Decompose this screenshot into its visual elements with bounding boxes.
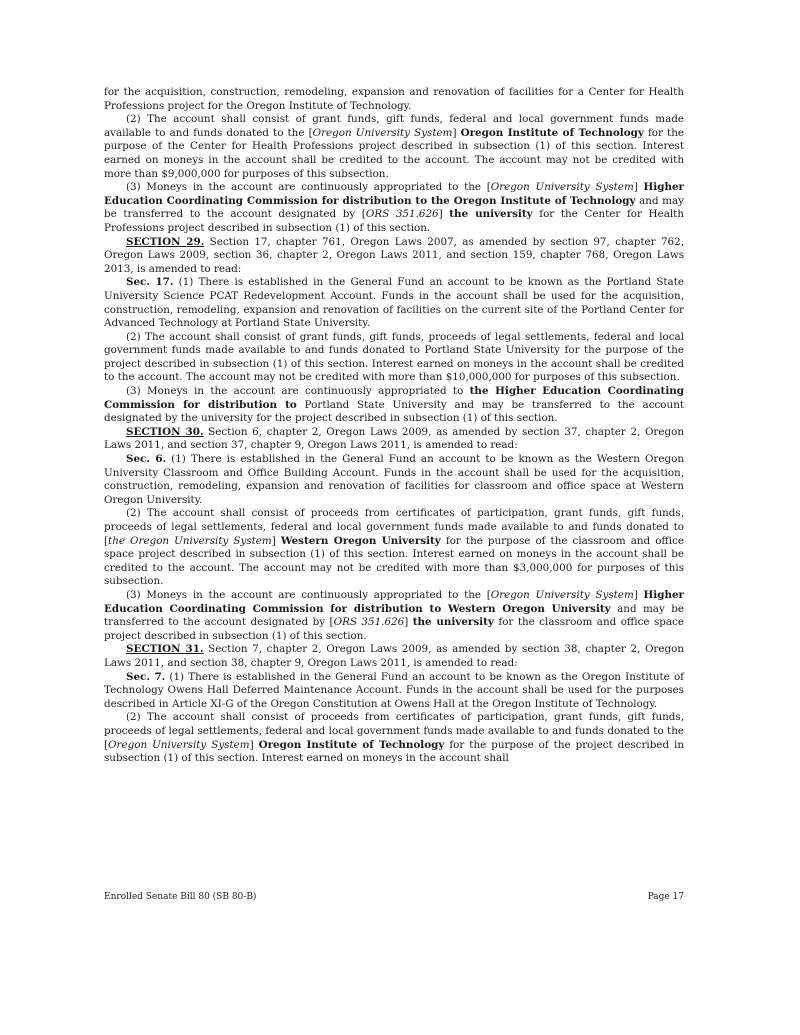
paragraph [104,711,684,765]
text-run: for the classroom and office space project described in subsection (1) of this section. [104,616,684,642]
text-run: ] [633,588,644,601]
paragraph [104,643,684,670]
amended-text: Oregon Institute of Technology [258,738,445,751]
deleted-text: Oregon University System [490,588,634,601]
text-run: ] [404,616,413,629]
paragraph [104,453,684,507]
paragraph [104,113,684,181]
amended-text: Western Oregon University [280,534,441,547]
paragraph [104,671,684,712]
paragraph [104,331,684,385]
amended-text: Sec. 17. [126,276,174,289]
text-run: for the Center for Health Professions project described in subsection (1) of this section. [104,208,684,234]
text-run: (3) Moneys in the account are continuously appropriated to the [ [126,181,491,194]
text-run: (2) The account shall consist of grant funds, gift funds, proceeds of legal settlements, federal and local government funds made available to and funds donated to Portland State University for the purpose of the project described in subsection (1) of this section. Interest earned on moneys in the account shall be credited to the account. The account may not be credited with more than $10,000,000 for purposes of this subsection. [104,330,684,384]
text-run: ] [249,738,259,751]
text-run: Section 17, chapter 761, Oregon Laws 2007, as amended by section 97, chapter 762, Oregon Laws 2009, section 36, chapter 2, Oregon Laws 2011, and section 159, chapter 768, Oregon Laws 2013, is amended to read: [104,235,685,275]
amended-text: the Higher Education Coordinating Commission for distribution to [104,385,685,411]
deleted-text: ORS 351.626 [365,208,439,221]
amended-text: the university [412,616,494,629]
amended-text: Higher Education Coordinating Commission for distribution to Western Oregon University [104,588,685,615]
paragraph [104,181,684,235]
text-run: ] [633,181,644,194]
section-heading: SECTION 31. [126,643,204,656]
section-heading: SECTION 30. [126,425,204,438]
text-run: (3) Moneys in the account are continuously appropriated to the [ [126,588,491,601]
paragraph [104,589,684,643]
deleted-text: ORS 351.626 [333,616,405,629]
deleted-text: Oregon University System [490,181,634,194]
text-run: (1) There is established in the General Fund an account to be known as the Portland State University Science PCAT Redevelopment Account. Funds in the account shall be used for the acquisition, construction, remodeling, expansion and renovation of facilities on the current site of the Portland Center for Advanced Technology at Portland State University. [104,276,685,330]
text-run: (3) Moneys in the account are continuously appropriated to [126,385,470,398]
amended-text: Sec. 6. [126,453,167,466]
text-run: (2) The account shall consist of grant funds, gift funds, federal and local government funds made available to and funds donated to the [ [104,113,684,139]
text-run: (2) The account shall consist of proceeds from certificates of participation, grant funds, gift funds, proceeds of legal settlements, federal and local government funds made available to and funds donated to [ [104,507,684,547]
document-body [104,86,684,766]
deleted-text: Oregon University System [312,126,453,139]
amended-text: Oregon Institute of Technology [460,126,644,139]
text-run: Section 7, chapter 2, Oregon Laws 2009, as amended by section 38, chapter 2, Oregon Laws 2011, and section 38, chapter 9, Oregon Laws 2011, is amended to read: [104,643,685,669]
text-run: (1) There is established in the General Fund an account to be known as the Oregon Institute of Technology Owens Hall Deferred Maintenance Account. Funds in the account shall be used for the purposes described in Article XI-G of the Oregon Constitution at Owens Hall at the Oregon Institute of Technology. [104,670,684,710]
text-run: for the purpose of the Center for Health Professions project described in subsection (1) of this section. Interest earned on moneys in the account shall be credited to the account. The account may not be credited with more than $9,000,000 for purposes of this subsection. [104,126,684,180]
text-run: Section 6, chapter 2, Oregon Laws 2009, as amended by section 37, chapter 2, Oregon Laws 2011, and section 37, chapter 9, Oregon Laws 2011, is amended to read: [104,425,685,452]
paragraph [104,86,684,113]
paragraph [104,236,684,277]
footer-page-number: Page 17 [647,892,684,902]
text-run: and may be transferred to the account designated by [ [104,602,684,629]
paragraph [104,426,684,453]
text-run: ] [271,534,281,547]
paragraph [104,507,684,589]
deleted-text: Oregon University System [108,738,250,751]
text-run: for the acquisition, construction, remodeling, expansion and renovation of facilities for a Center for Health Professions project for the Oregon Institute of Technology. [104,86,684,112]
deleted-text: the Oregon University System [108,534,272,547]
amended-text: Sec. 7. [126,670,166,683]
text-run: Portland State University and may be transferred to the account designated by the university for the project described in subsection (1) of this section. [104,398,685,425]
footer-bill-title: Enrolled Senate Bill 80 (SB 80-B) [104,892,257,902]
text-run: ] [452,126,461,139]
text-run: ] [438,208,450,221]
paragraph [104,276,684,330]
text-run: for the purpose of the classroom and office space project described in subsection (1) of this section. Interest earned on moneys in the account shall be credited to the account. The account may not be credited with more than $3,000,000 for purposes of this subsection. [104,534,684,588]
text-run: (2) The account shall consist of proceeds from certificates of participation, grant funds, gift funds, proceeds of legal settlements, federal and local government funds made available to and funds donated to the [ [104,711,684,751]
text-run: (1) There is established in the General Fund an account to be known as the Western Oregon University Classroom and Office Building Account. Funds in the account shall be used for the acquisition, construction, remodeling, expansion and renovation of facilities for classroom and office space at Western Oregon University. [104,453,684,506]
amended-text: Higher Education Coordinating Commission for distribution to the Oregon Institute of Technology [104,181,685,207]
text-run: for the purpose of the project described in subsection (1) of this section. Interest earned on moneys in the account shall [104,738,684,765]
amended-text: the university [449,208,533,221]
section-heading: SECTION 29. [126,235,205,248]
paragraph [104,385,684,426]
text-run: and may be transferred to the account designated by [ [104,194,684,221]
